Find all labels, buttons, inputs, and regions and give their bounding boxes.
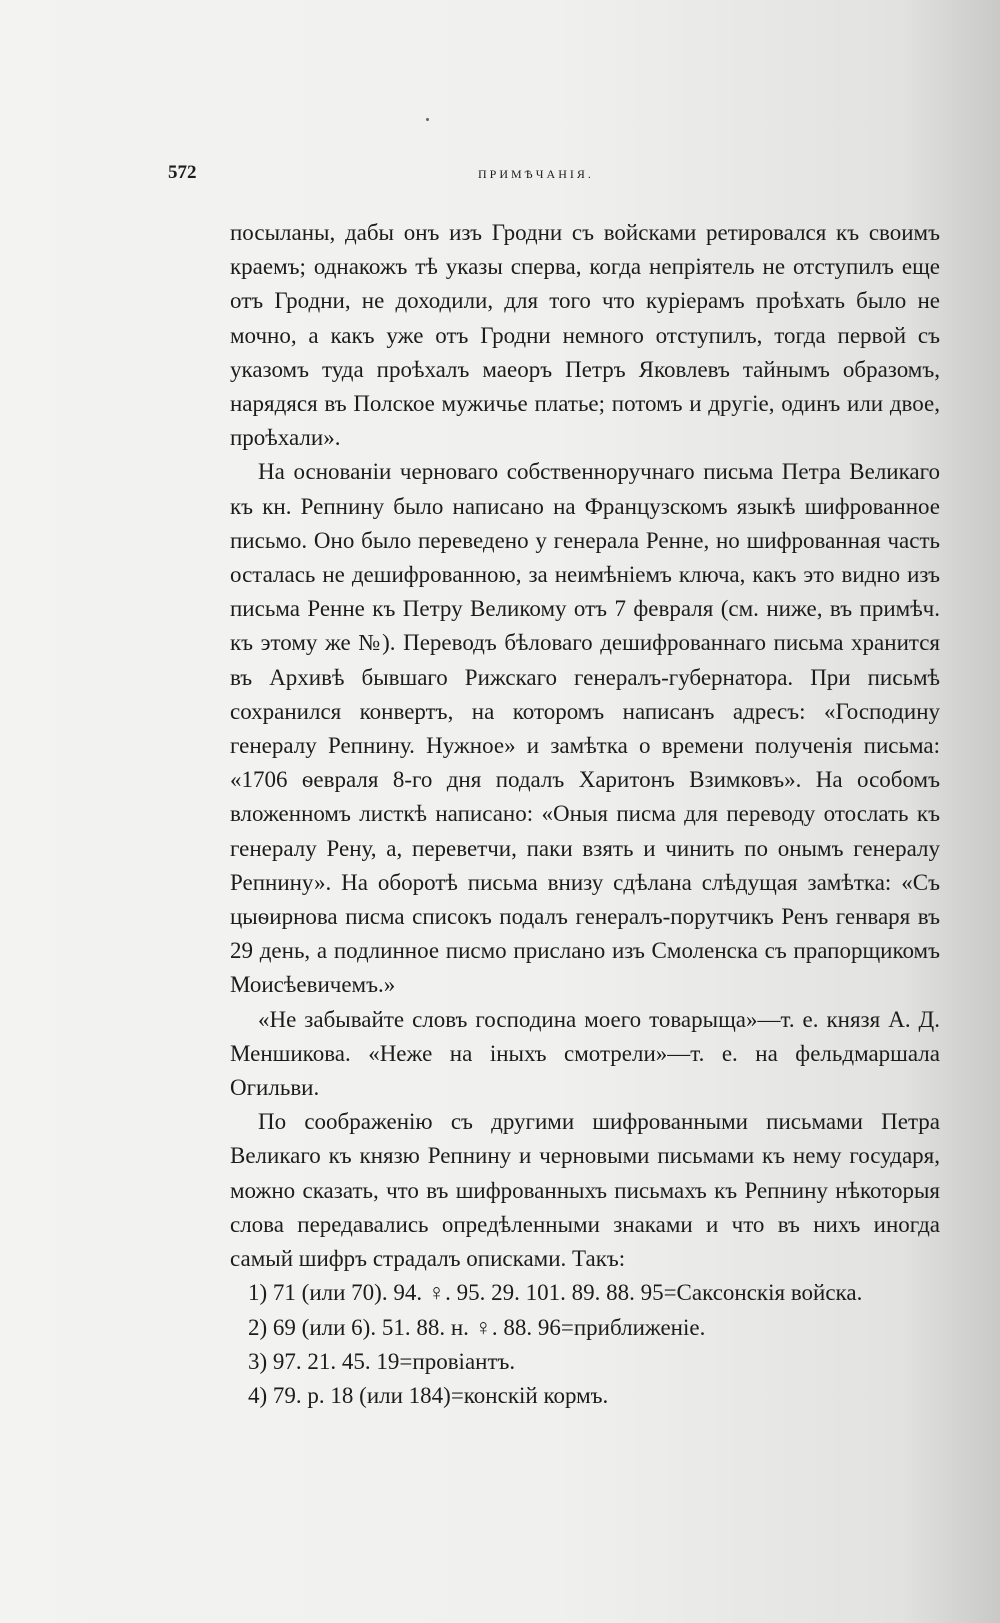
running-head: ПРИМѢЧАНІЯ. [478, 167, 594, 181]
cipher-list-item: 1) 71 (или 70). 94. ♀. 95. 29. 101. 89. 88. 95=Саксонскія войска. [248, 1280, 863, 1306]
page-number: 572 [168, 162, 197, 183]
paragraph-cipher-letter: На основаніи черноваго собственноручнаго письма Петра Великаго къ кн. Репнину было написано на Французскомъ языкѣ шифрованное письмо. Оно было переведено у генерала Ренне, но шифрованная часть осталась не дешифрованною, за неимѣніемъ ключа, какъ это видно изъ письма Ренне къ Петру Великому отъ 7 февраля (см. ниже, въ примѣч. къ этому же №). Переводъ бѣловаго дешифрованнаго письма хранится въ Архивѣ бывшаго Рижскаго генералъ-губернатора. При письмѣ сохранился конвертъ, на которомъ написанъ адресъ: «Господину генералу Репнину. Нужное» и замѣтка о времени полученія письма: «1706 ѳевраля 8-го дня подалъ Харитонъ Взимковъ». На особомъ вложенномъ листкѣ написано: «Оныя писма для переводу отослать къ генералу Рену, а, переветчи, паки взять и чинить по онымъ генералу Репнину». На оборотѣ письма внизу сдѣлана слѣдущая замѣтка: «Съ цыѳирнова писма списокъ подалъ генералъ-порутчикъ Ренъ генваря въ 29 день, а подлинное писмо прислано изъ Смоленска съ прапорщикомъ Моисѣевичемъ.» [230, 459, 940, 998]
cipher-list-item: 4) 79. р. 18 (или 184)=конскій кормъ. [248, 1382, 609, 1408]
paragraph-menshikov-note: «Не забывайте словъ господина моего товарыща»—т. е. князя А. Д. Меншикова. «Неже на іныхъ смотрели»—т. е. на фельдмаршала Огильви. [230, 1006, 940, 1101]
cipher-list-item: 3) 97. 21. 45. 19=провіантъ. [248, 1348, 516, 1374]
paragraph-cipher-analysis: По соображенію съ другими шифрованными письмами Петра Великаго къ князю Репнину и черновыми письмами къ нему государя, можно сказать, что въ шифрованныхъ письмахъ къ Репнину нѣкоторыя слова передавались опредѣленными знаками и что въ нихъ иногда самый шифръ страдалъ описками. Такъ: [230, 1109, 940, 1272]
page-header [168, 162, 943, 192]
body-text [230, 216, 940, 1413]
paragraph-continued: посыланы, дабы онъ изъ Гродни съ войсками ретировался къ своимъ краемъ; однакожъ тѣ указы сперва, когда непріятель не отступилъ еще отъ Гродни, не доходили, для того что куріерамъ проѣхать было не мочно, а какъ уже отъ Гродни немного отступилъ, тогда первой съ указомъ туда проѣхалъ маеоръ Петръ Яковлевъ тайнымъ образомъ, нарядяся въ Полское мужичье платье; потомъ и другіе, одинъ или двое, проѣхали». [230, 220, 940, 451]
ink-speck [426, 118, 429, 121]
cipher-list-item: 2) 69 (или 6). 51. 88. н. ♀. 88. 96=приближеніе. [248, 1314, 706, 1340]
